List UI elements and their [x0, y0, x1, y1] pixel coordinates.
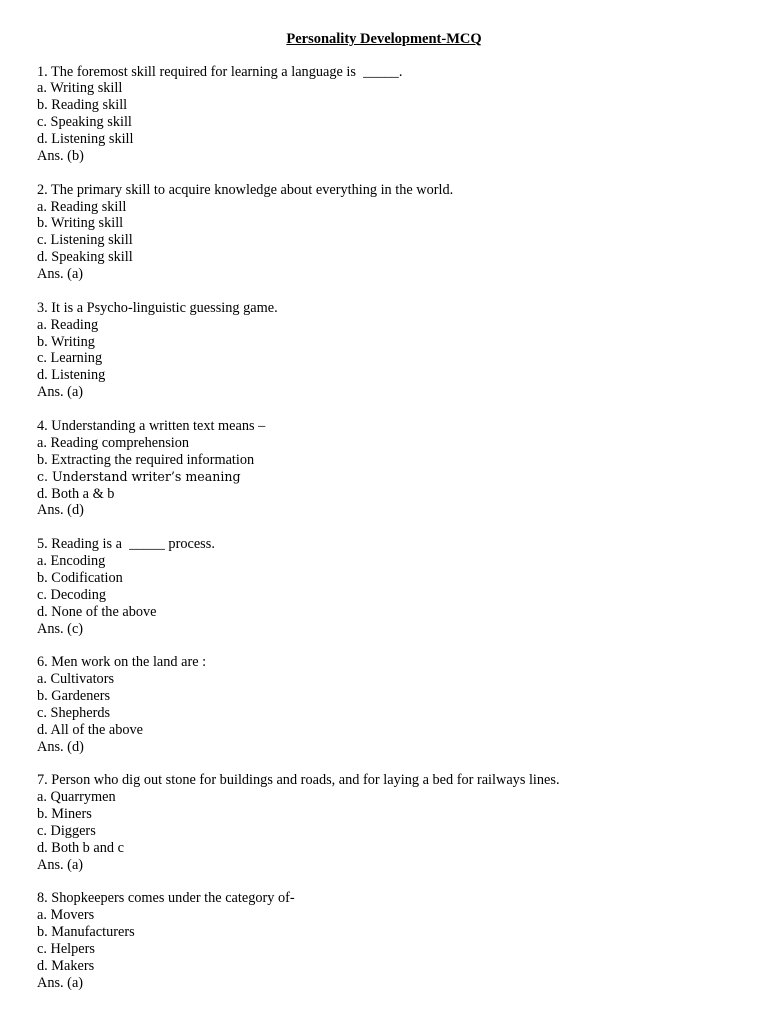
option-d: d. All of the above — [37, 721, 144, 738]
option-c: c. Speaking skill — [37, 114, 132, 131]
question-text: 2. The primary skill to acquire knowledge about everything in the world. — [37, 181, 454, 198]
answer: Ans. (a) — [37, 384, 84, 401]
option-d: d. Listening — [37, 367, 106, 384]
option-a: a. Reading — [37, 316, 99, 333]
option-c: c. Understand writer’s meaning — [37, 468, 241, 484]
answer: Ans. (d) — [37, 738, 84, 755]
option-d: d. Both a & b — [37, 485, 115, 502]
answer: Ans. (a) — [37, 266, 84, 283]
answer: Ans. (d) — [37, 502, 84, 519]
question-block — [37, 654, 737, 755]
question-block — [37, 300, 737, 401]
option-c: c. Learning — [37, 350, 103, 367]
answer: Ans. (b) — [37, 148, 84, 165]
question-block — [37, 418, 737, 519]
option-a: a. Encoding — [37, 552, 106, 569]
answer: Ans. (c) — [37, 620, 84, 637]
option-a: a. Cultivators — [37, 671, 115, 688]
question-block — [37, 182, 737, 283]
option-c: c. Diggers — [37, 822, 96, 839]
option-a: a. Movers — [37, 907, 95, 924]
option-a: a. Writing skill — [37, 80, 123, 97]
option-b: b. Gardeners — [37, 687, 111, 704]
option-c: c. Listening skill — [37, 232, 133, 249]
option-c: c. Decoding — [37, 586, 107, 603]
option-b: b. Writing — [37, 333, 95, 350]
option-b: b. Manufacturers — [37, 924, 135, 941]
question-list — [37, 64, 737, 1009]
question-text: 1. The foremost skill required for learning a language is _____. — [37, 63, 403, 80]
document-title: Personality Development-MCQ — [286, 31, 482, 47]
question-text: 4. Understanding a written text means – — [37, 417, 266, 434]
option-b: b. Miners — [37, 806, 92, 823]
answer: Ans. (a) — [37, 856, 84, 873]
option-a: a. Reading comprehension — [37, 434, 190, 451]
question-text: 3. It is a Psycho-linguistic guessing game. — [37, 299, 278, 316]
question-text: 7. Person who dig out stone for buildings and roads, and for laying a bed for railways lines. — [37, 772, 560, 789]
option-b: b. Codification — [37, 569, 123, 586]
question-text: 8. Shopkeepers comes under the category of- — [37, 890, 295, 907]
option-a: a. Reading skill — [37, 198, 127, 215]
option-d: d. Speaking skill — [37, 249, 133, 266]
question-block — [37, 890, 737, 991]
option-d: d. Both b and c — [37, 839, 124, 856]
option-d: d. None of the above — [37, 603, 157, 620]
option-b: b. Reading skill — [37, 97, 128, 114]
option-a: a. Quarrymen — [37, 789, 116, 806]
question-block — [37, 772, 737, 873]
answer: Ans. (a) — [37, 974, 84, 991]
option-c: c. Shepherds — [37, 704, 111, 721]
question-text: 6. Men work on the land are : — [37, 654, 207, 671]
option-d: d. Listening skill — [37, 131, 134, 148]
option-d: d. Makers — [37, 958, 95, 974]
option-b: b. Writing skill — [37, 215, 124, 232]
option-c: c. Helpers — [37, 941, 95, 958]
question-block — [37, 536, 737, 637]
question-block — [37, 64, 737, 165]
question-text: 5. Reading is a _____ process. — [37, 536, 215, 552]
option-b: b. Extracting the required information — [37, 451, 255, 468]
